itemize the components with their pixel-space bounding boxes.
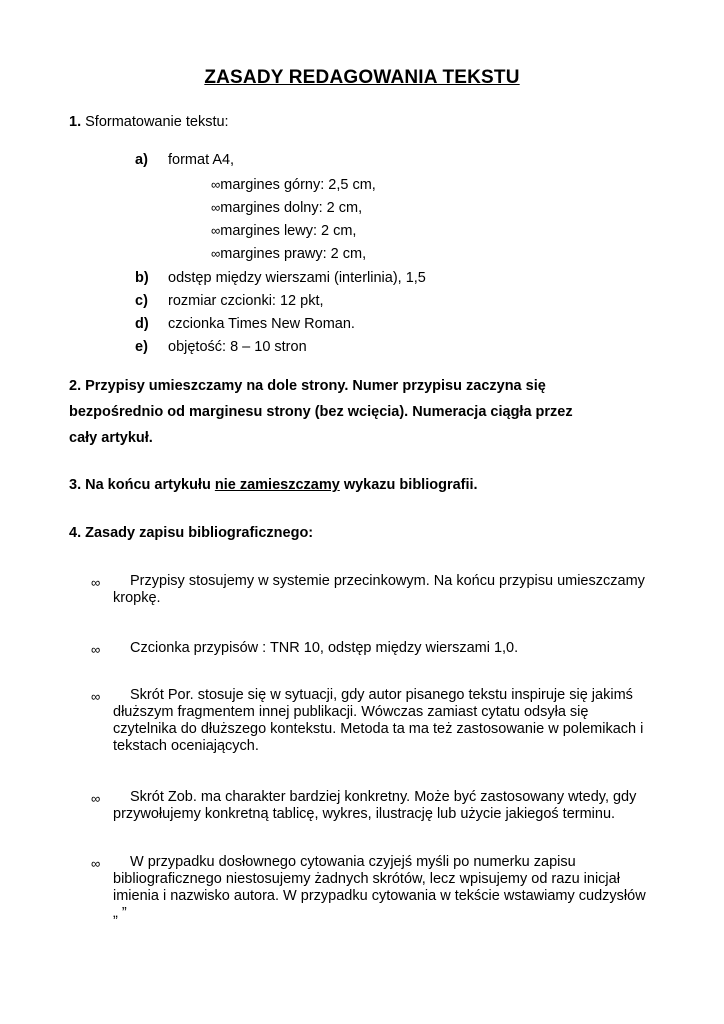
- section-4-heading: 4. Zasady zapisu bibliograficznego:: [69, 525, 314, 541]
- infinity-bullet-icon: ∞: [211, 246, 221, 261]
- infinity-bullet-icon: ∞: [91, 575, 101, 590]
- bullet-paragraph-3: [113, 687, 653, 755]
- item-e-letter: e): [135, 339, 148, 355]
- section-1-text: Sformatowanie tekstu:: [85, 114, 229, 130]
- bullet-5-line-1: W przypadku dosłownego cytowania czyjejś myśli po numerku zapisu: [130, 854, 576, 870]
- section-2-line-1: 2. Przypisy umieszczamy na dole strony. Numer przypisu zaczyna się: [69, 378, 546, 394]
- bullet-paragraph-1: [113, 573, 653, 607]
- item-d-text: czcionka Times New Roman.: [168, 316, 355, 332]
- bullet-5-line-3: imienia i nazwisko autora. W przypadku cytowania w tekście wstawiamy cudzysłów: [113, 888, 646, 904]
- bullet-3-line-4: tekstach oceniających.: [113, 738, 259, 754]
- section-3-underlined: nie zamieszczamy: [214, 477, 340, 493]
- infinity-bullet-icon: ∞: [211, 177, 221, 192]
- item-a-letter: a): [135, 152, 148, 168]
- bullet-2-line-1: Czcionka przypisów : TNR 10, odstęp między wierszami 1,0.: [130, 640, 519, 656]
- bullet-4-line-1: Skrót Zob. ma charakter bardziej konkretny. Może być zastosowany wtedy, gdy: [130, 789, 637, 805]
- section-2-line-2: bezpośrednio od marginesu strony (bez wcięcia). Numeracja ciągła przez: [69, 404, 573, 420]
- section-1-heading: [69, 114, 229, 130]
- bullet-5-line-4: „ ”: [113, 905, 127, 921]
- margin-left-text: margines lewy: 2 cm,: [220, 223, 357, 239]
- item-e-text: objętość: 8 – 10 stron: [168, 339, 307, 355]
- item-c-text: rozmiar czcionki: 12 pkt,: [168, 293, 324, 309]
- item-a-text: format A4,: [168, 152, 235, 168]
- section-3-after: wykazu bibliografii.: [339, 477, 478, 493]
- bullet-1-line-1: Przypisy stosujemy w systemie przecinkowym. Na końcu przypisu umieszczamy: [130, 573, 645, 589]
- infinity-bullet-icon: ∞: [91, 642, 101, 657]
- margin-right-item: [211, 246, 366, 262]
- bullet-paragraph-4: [113, 789, 653, 823]
- infinity-bullet-icon: ∞: [91, 791, 101, 806]
- section-3-before: 3. Na końcu artykułu: [69, 477, 215, 493]
- item-d-letter: d): [135, 316, 149, 332]
- margin-top-item: [211, 177, 376, 193]
- infinity-bullet-icon: ∞: [91, 856, 101, 871]
- bullet-1-line-2: kropkę.: [113, 590, 161, 606]
- document-title: ZASADY REDAGOWANIA TEKSTU: [204, 67, 520, 88]
- margin-bottom-item: [211, 200, 362, 216]
- bullet-3-line-2: dłuższym fragmentem innej publikacji. Wówczas zamiast cytatu odsyła się: [113, 704, 589, 720]
- section-1-number: 1.: [69, 114, 82, 130]
- infinity-bullet-icon: ∞: [211, 200, 221, 215]
- item-b-letter: b): [135, 270, 149, 286]
- bullet-5-line-2: bibliograficznego niestosujemy żadnych skrótów, lecz wpisujemy od razu inicjał: [113, 871, 620, 887]
- margin-left-item: [211, 223, 356, 239]
- margin-top-text: margines górny: 2,5 cm,: [220, 177, 376, 193]
- section-2-line-3: cały artykuł.: [69, 430, 153, 446]
- item-c-letter: c): [135, 293, 148, 309]
- bullet-paragraph-2: [113, 640, 653, 657]
- margin-bottom-text: margines dolny: 2 cm,: [220, 200, 363, 216]
- bullet-3-line-3: czytelnika do dłuższego kontekstu. Metoda ta ma też zastosowanie w polemikach i: [113, 721, 644, 737]
- bullet-3-line-1: Skrót Por. stosuje się w sytuacji, gdy autor pisanego tekstu inspiruje się jakimś: [130, 687, 633, 703]
- infinity-bullet-icon: ∞: [211, 223, 221, 238]
- bullet-4-line-2: przywołujemy konkretną tablicę, wykres, ilustrację lub użycie jakiegoś terminu.: [113, 806, 616, 822]
- infinity-bullet-icon: ∞: [91, 689, 101, 704]
- margin-right-text: margines prawy: 2 cm,: [220, 246, 367, 262]
- bullet-paragraph-5: [113, 854, 653, 922]
- section-3: [69, 477, 478, 493]
- item-b-text: odstęp między wierszami (interlinia), 1,5: [168, 270, 426, 286]
